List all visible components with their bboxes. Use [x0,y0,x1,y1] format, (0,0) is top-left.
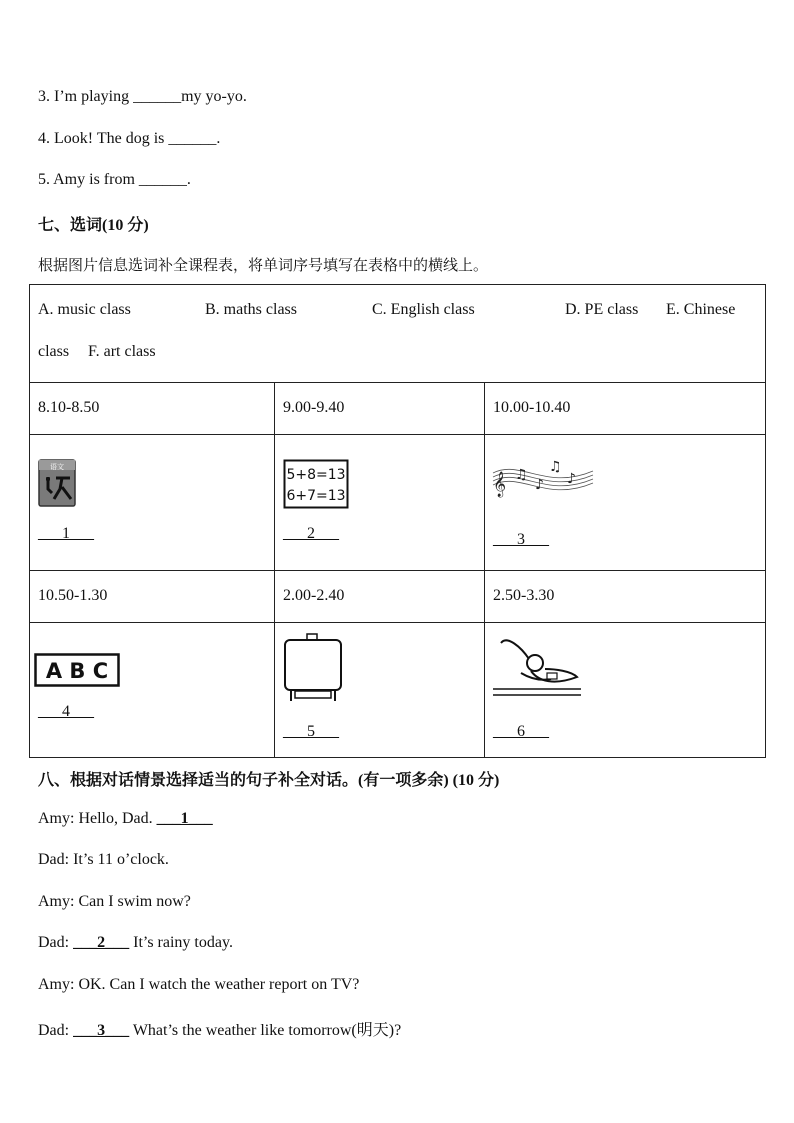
dialog-line-4 [38,934,233,952]
option-b: B. maths class [205,301,297,318]
dialog-text: Amy: OK. Can I watch the weather report on TV? [38,976,360,993]
dialog-text: Amy: Can I swim now? [38,893,191,910]
option-e-continued: class [38,343,70,360]
dialog-blank-2[interactable]: ___2___ [73,934,130,951]
blank-3[interactable]: ___3___ [493,531,549,548]
svg-text:♫: ♫ [549,459,562,475]
cell-3 [485,435,766,571]
schedule-table [29,284,766,758]
section8-heading: 八、根据对话情景选择适当的句子补全对话。(有一项多余) (10 分) [38,772,500,789]
option-f: F. art class [88,343,156,360]
cell-5 [275,623,485,758]
option-a: A. music class [38,301,131,318]
dialog-blank-3[interactable]: ___3___ [73,1022,130,1039]
svg-text:♪: ♪ [567,471,576,487]
blank-4[interactable]: ___4___ [38,703,94,720]
time-slot-1: 8.10-8.50 [30,383,275,435]
word-options [30,285,766,383]
dialog-text: Dad: [38,1022,74,1039]
time-slot-5: 2.00-2.40 [275,571,485,623]
option-d: D. PE class [565,301,639,318]
option-c: C. English class [372,301,475,318]
music-notes-icon [491,457,595,501]
item-5: 5. Amy is from ______. [38,171,191,188]
blank-2[interactable]: ___2___ [283,525,339,542]
abc-letters-icon [34,653,120,687]
dialog-text: What’s the weather like tomorrow(明天)? [129,1022,402,1039]
svg-text:语文: 语文 [50,463,64,471]
dialog-line-5 [38,976,359,994]
cell-2 [275,435,485,571]
svg-text:𝄞: 𝄞 [493,472,507,497]
option-e: E. Chinese [666,301,736,318]
dialog-text: Amy: Hello, Dad. [38,810,157,827]
chinese-book-icon [38,459,78,509]
time-slot-3: 10.00-10.40 [485,383,766,435]
time-slot-6: 2.50-3.30 [485,571,766,623]
high-jump-icon [491,633,583,705]
blank-5[interactable]: ___5___ [283,723,339,740]
cell-6 [485,623,766,758]
section7-instruction: 根据图片信息选词补全课程表，将单词序号填写在表格中的横线上。 [38,256,489,274]
dialog-text: It’s rainy today. [129,934,233,951]
time-slot-4: 10.50-1.30 [30,571,275,623]
dialog-text: Dad: It’s 11 o’clock. [38,851,169,868]
svg-text:5+8=13: 5+8=13 [286,467,346,483]
svg-text:♫: ♫ [515,467,528,483]
dialog-text: Dad: [38,934,74,951]
section7-heading: 七、选词(10 分) [38,217,149,234]
dialog-line-2 [38,851,169,869]
dialog-line-1 [38,810,213,828]
blank-6[interactable]: ___6___ [493,723,549,740]
dialog-blank-1[interactable]: ___1___ [156,810,213,827]
svg-text:♪: ♪ [535,477,544,493]
cell-4 [30,623,275,758]
dialog-line-3 [38,893,191,911]
cell-1 [30,435,275,571]
blank-1[interactable]: ___1___ [38,525,94,542]
drawing-board-icon [281,633,347,705]
svg-text:A B C: A B C [45,659,109,683]
item-3: 3. I’m playing ______my yo-yo. [38,88,247,105]
item-4: 4. Look! The dog is ______. [38,130,221,147]
svg-text:6+7=13: 6+7=13 [286,488,346,504]
math-equations-icon [283,459,349,509]
dialog-line-6 [38,1017,401,1040]
time-slot-2: 9.00-9.40 [275,383,485,435]
